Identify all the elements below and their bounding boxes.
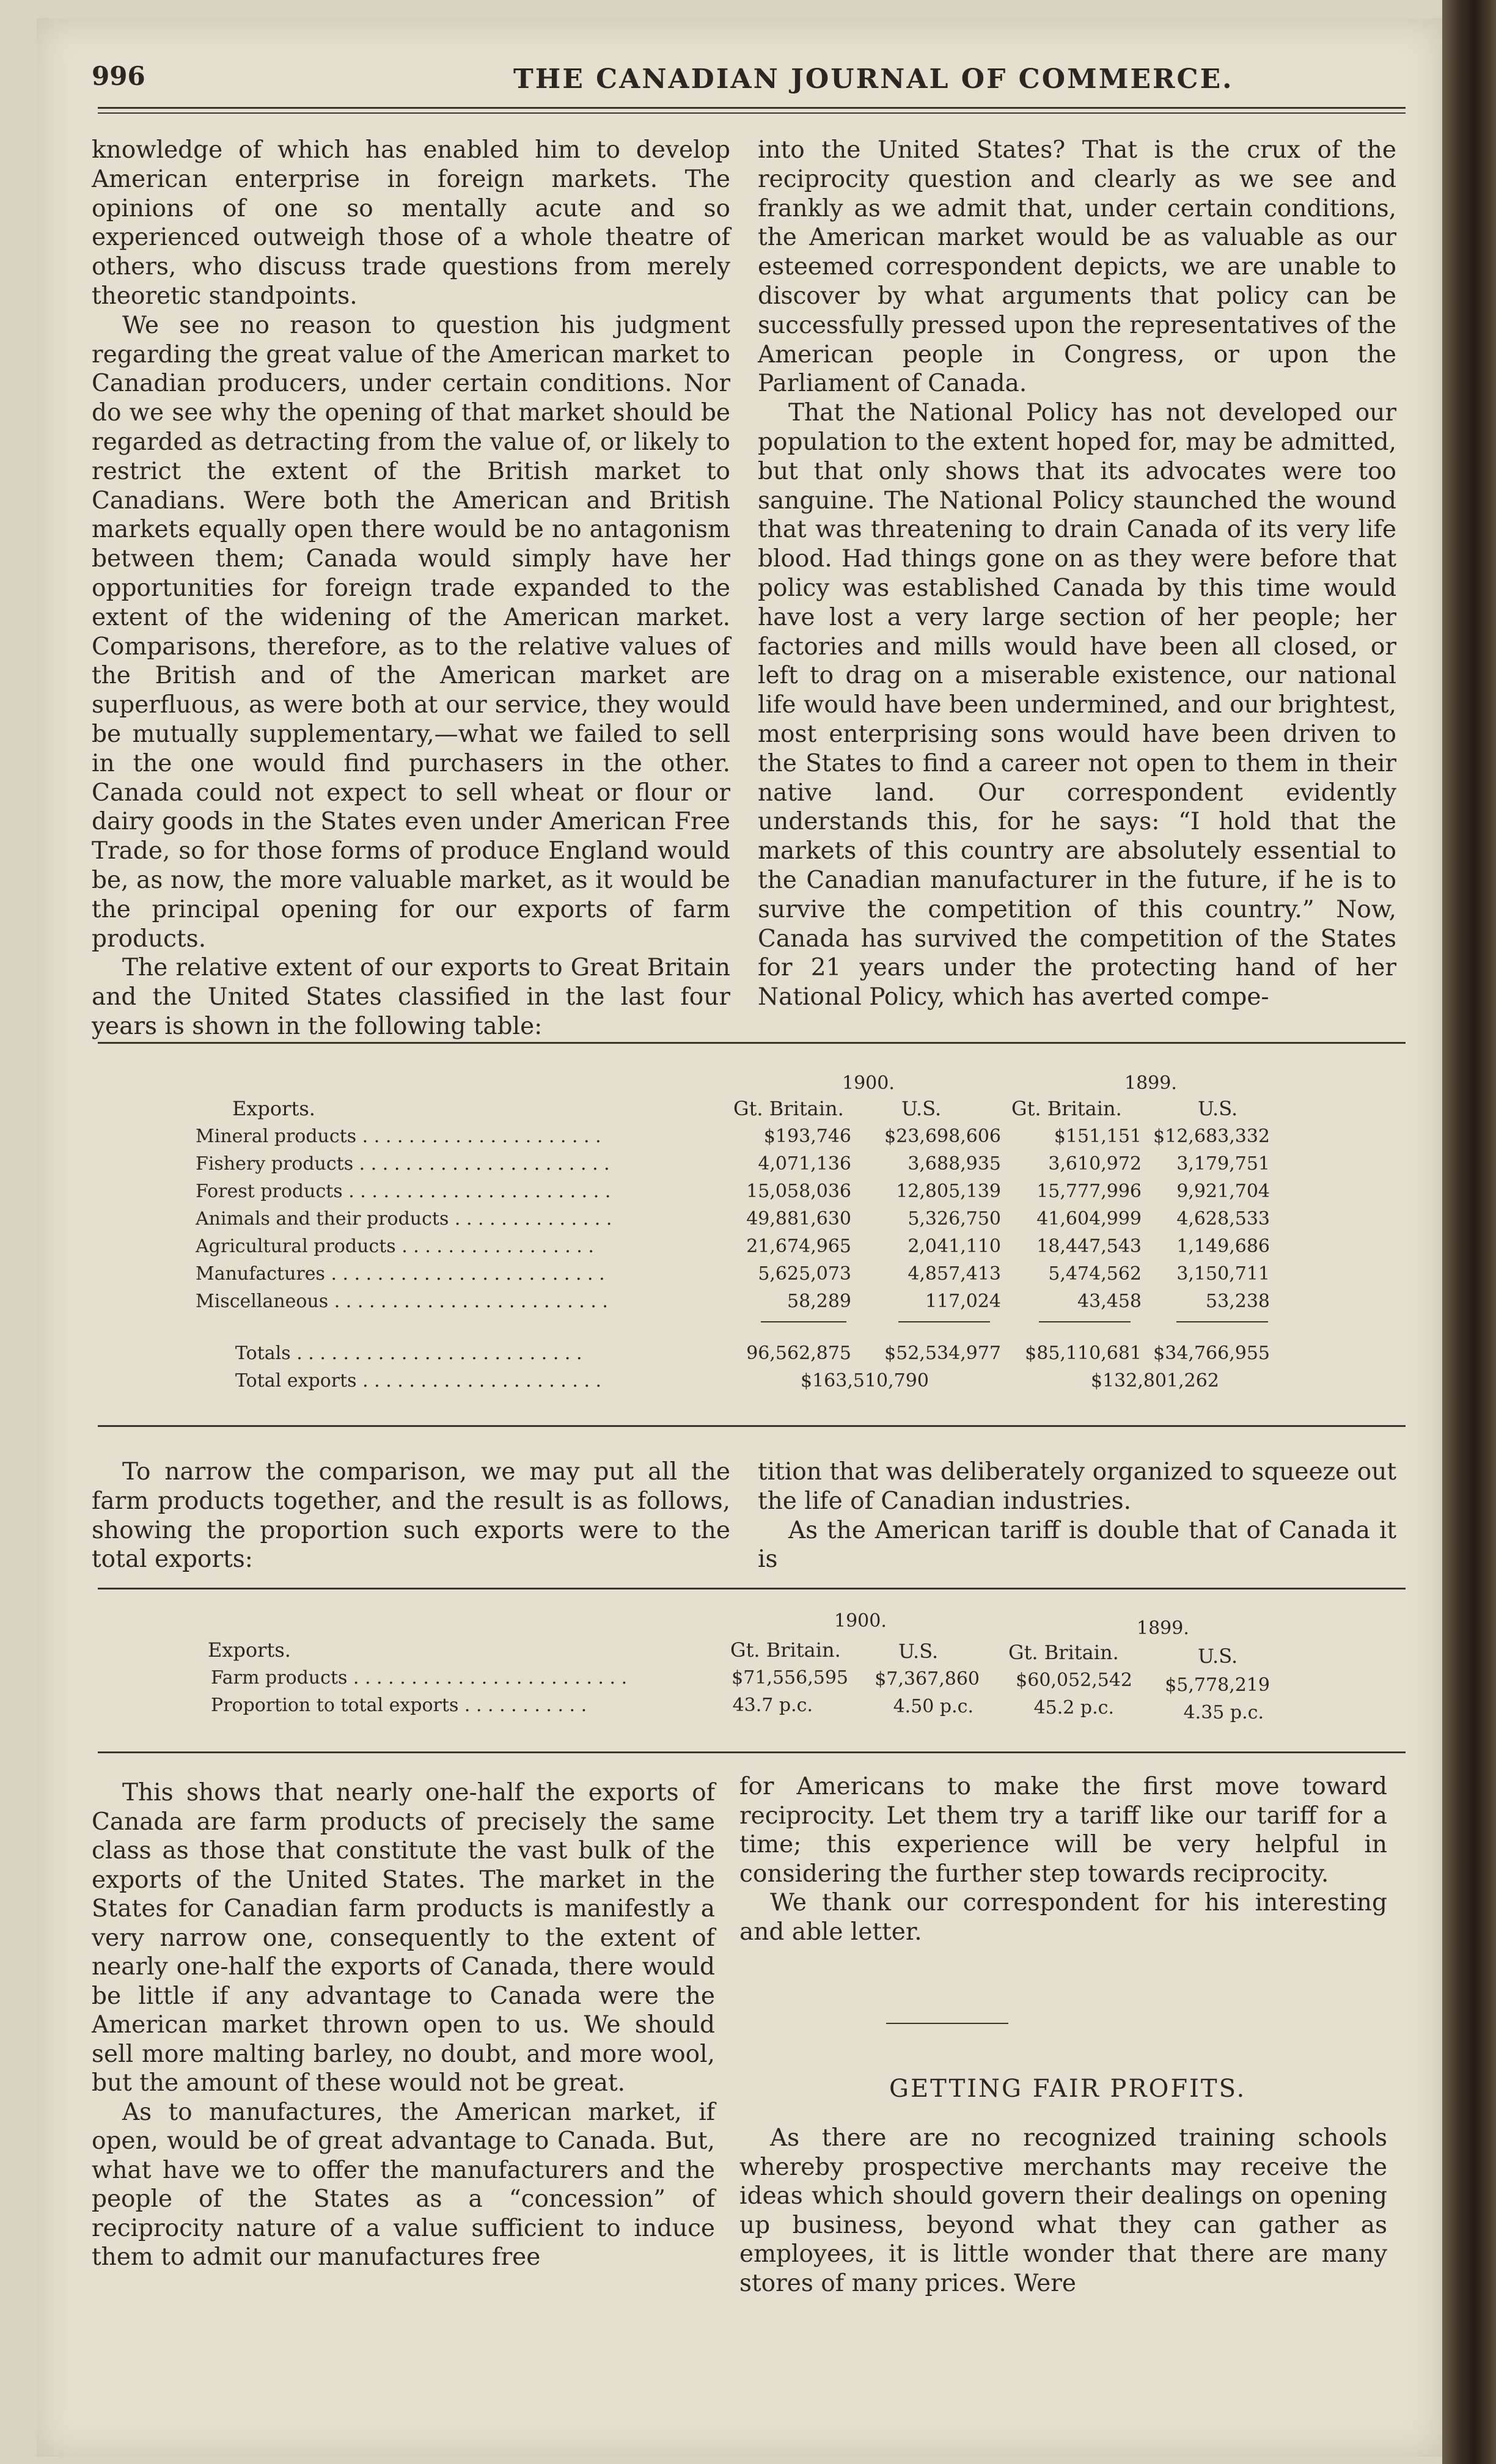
cell-gb1900: $193,746 — [763, 1126, 851, 1147]
total-exports-1899: $132,801,262 — [1091, 1370, 1219, 1392]
cell-gb1899: 18,447,543 — [1036, 1236, 1142, 1257]
totals-label: Totals . . . . . . . . . . . . . . . . . . . . . . . . . — [235, 1343, 582, 1364]
col-us-1899: U.S. — [1198, 1645, 1238, 1668]
section-heading: GETTING FAIR PROFITS. — [889, 2075, 1247, 2103]
section-column — [739, 2124, 1387, 2298]
table-row-label: Miscellaneous . . . . . . . . . . . . . . . . . . . . . . . . — [196, 1291, 608, 1312]
total-us1899: $34,766,955 — [1153, 1343, 1270, 1364]
col-gb-1900: Gt. Britain. — [730, 1638, 841, 1662]
cell-gb1900: 15,058,036 — [746, 1181, 851, 1202]
cell-us1900: 117,024 — [925, 1291, 1001, 1312]
exports-row-header: Exports. — [232, 1097, 315, 1120]
paragraph: tition that was deliberately organized to squeeze out the life of Canadian industries. — [758, 1458, 1396, 1515]
cell-gb1899: 41,604,999 — [1036, 1208, 1142, 1230]
cell-us1900: $7,367,860 — [875, 1668, 980, 1690]
total-gb1899: $85,110,681 — [1025, 1343, 1142, 1364]
cell-us1899: 4,628,533 — [1176, 1208, 1270, 1230]
total-exports-label: Total exports . . . . . . . . . . . . . . . . . . . . . — [235, 1370, 602, 1392]
paragraph: That the National Policy has not developed our population to the extent hoped for, may be admitted, but that only shows that its advocates were too sanguine. The National Policy staunched the wound that was threatening to drain Canada of its very life blood. Had things gone on as they were before that policy was established Canada by this time would have lost a very large section of her people; her factories and mills would have been all closed, or left to drag on a miserable existence, our national life would have been undermined, and our brightest, most enterprising sons would have been driven to the States to find a career not open to them in their native land. Our correspondent evidently understands this, for he says: “I hold that the markets of this country are absolutely essential to the Canadian manufacturer in the future, if he is to survive the competition of this country.” Now, Canada has survived the competition of the States for 21 years under the protecting hand of her National Policy, which has averted compe- — [758, 399, 1396, 1011]
exports-row-header: Exports. — [208, 1638, 291, 1662]
table-row-label: Farm products . . . . . . . . . . . . . . . . . . . . . . . . — [211, 1667, 628, 1689]
paragraph: This shows that nearly one-half the exports of Canada are farm products of precisely the same class as those that constitute the vast bulk of the exports of the United States. The market in the States for Canadian farm products is manifestly a very narrow one, consequently to the extent of nearly one-half the exports of Canada, there would be little if any advantage to Canada were the American market thrown open to us. We should sell more malting barley, no doubt, and more wool, but the amount of these would not be great. — [92, 1779, 715, 2097]
table-row-label: Proportion to total exports . . . . . . . . . . . — [211, 1695, 587, 1716]
cell-us1899: 9,921,704 — [1176, 1181, 1270, 1202]
cell-us1899: 3,179,751 — [1176, 1153, 1270, 1175]
total-exports-1900: $163,510,790 — [801, 1370, 929, 1392]
cell-us1900: 12,805,139 — [896, 1181, 1001, 1202]
table-row-label: Agricultural products . . . . . . . . . . . . . . . . . — [196, 1236, 594, 1257]
paragraph: We thank our correspondent for his interesting and able letter. — [739, 1889, 1387, 1946]
total-us1900: $52,534,977 — [884, 1343, 1001, 1364]
cell-gb1900: 4,071,136 — [758, 1153, 851, 1175]
cell-us1899: 53,238 — [1206, 1291, 1270, 1312]
cell-gb1899: 15,777,996 — [1036, 1181, 1142, 1202]
paragraph: We see no reason to question his judgment regarding the great value of the American market to Canadian producers, under certain conditions. Nor do we see why the opening of that market should be regarded as detracting from the value of, or likely to restrict the extent of the British market to Canadians. Were both the American and British markets equally open there would be no antagonism between them; Canada would simply have her opportunities for foreign trade expanded to the extent of the widening of the American market. Comparisons, therefore, as to the relative values of the British and of the American market are superfluous, as were both at our service, they would be mutually supplementary,—what we failed to sell in the one would find purchasers in the other. Canada could not expect to sell wheat or flour or dairy goods in the States even under American Free Trade, so for those forms of produce England would be, as now, the more valuable market, as it would be the principal opening for our exports of farm products. — [92, 311, 730, 953]
paragraph: As to manufactures, the American market, if open, would be of great advantage to Canada. But, what have we to offer the manufacturers and the people of the States as a “concession” of reciprocity nature of a value sufficient to induce them to admit our manufactures free — [92, 2098, 715, 2271]
table-row-label: Mineral products . . . . . . . . . . . . . . . . . . . . . — [196, 1126, 601, 1147]
cell-us1900: 4.50 p.c. — [893, 1696, 974, 1717]
cell-gb1900: $71,556,595 — [732, 1667, 848, 1689]
cell-gb1899: $151,151 — [1054, 1126, 1142, 1147]
paragraph: into the United States? That is the crux of the reciprocity question and clearly as we see and frankly as we admit that, under certain conditions, the American market would be as valuable as our esteemed correspondent depicts, we are unable to discover by what arguments that policy can be successfully pressed upon the representatives of the American people in Congress, or upon the Parliament of Canada. — [758, 136, 1396, 398]
paragraph: knowledge of which has enabled him to develop American enterprise in foreign markets. The opinions of one so mentally acute and so experienced outweigh those of a whole theatre of others, who discuss trade questions from merely theoretic standpoints. — [92, 136, 730, 310]
cell-us1899: $5,778,219 — [1165, 1674, 1270, 1696]
cell-us1899: 4.35 p.c. — [1183, 1702, 1264, 1723]
cell-gb1899: 43,458 — [1077, 1291, 1142, 1312]
year-1899-header: 1899. — [1124, 1072, 1177, 1094]
paragraph: The relative extent of our exports to Great Britain and the United States classified in the last four years is shown in the following table: — [92, 954, 730, 1040]
cell-gb1899: $60,052,542 — [1016, 1670, 1132, 1691]
paragraph: for Americans to make the first move toward reciprocity. Let them try a tariff like our tariff for a time; this experience will be very helpful in considering the further step towards reciprocity. — [739, 1773, 1387, 1888]
cell-us1900: 2,041,110 — [908, 1236, 1001, 1257]
cell-us1900: 5,326,750 — [908, 1208, 1001, 1230]
cell-gb1900: 43.7 p.c. — [732, 1695, 813, 1716]
cell-gb1899: 5,474,562 — [1048, 1263, 1142, 1285]
cell-us1900: $23,698,606 — [884, 1126, 1001, 1147]
cell-gb1900: 49,881,630 — [746, 1208, 851, 1230]
cell-gb1900: 5,625,073 — [758, 1263, 851, 1285]
table-row-label: Animals and their products . . . . . . . . . . . . . . — [196, 1208, 612, 1230]
section-divider — [886, 2023, 1008, 2024]
cell-gb1899: 45.2 p.c. — [1033, 1697, 1114, 1718]
paragraph: As there are no recognized training schools whereby prospective merchants may receive the ideas which should govern their dealings on opening up business, beyond what they can gather as employees, it is little wonder that there are many stores of many prices. Were — [739, 2124, 1387, 2297]
cell-us1899: $12,683,332 — [1153, 1126, 1270, 1147]
year-1900-header: 1900. — [834, 1610, 887, 1632]
table-row-label: Fishery products . . . . . . . . . . . . . . . . . . . . . . — [196, 1153, 610, 1175]
paragraph: To narrow the comparison, we may put all the farm products together, and the result is as follows, showing the proportion such exports were to the total exports: — [92, 1458, 730, 1574]
cell-gb1900: 58,289 — [787, 1291, 851, 1312]
col-us-1900: U.S. — [901, 1097, 942, 1120]
paragraph: As the American tariff is double that of Canada it is — [758, 1516, 1396, 1574]
table-row-label: Manufactures . . . . . . . . . . . . . . . . . . . . . . . . — [196, 1263, 605, 1285]
page-number: 996 — [92, 61, 145, 91]
cell-us1900: 4,857,413 — [908, 1263, 1001, 1285]
cell-us1899: 1,149,686 — [1176, 1236, 1270, 1257]
year-1900-header: 1900. — [842, 1072, 895, 1094]
cell-us1900: 3,688,935 — [908, 1153, 1001, 1175]
cell-gb1900: 21,674,965 — [746, 1236, 851, 1257]
bottom-left-column — [92, 1778, 715, 2272]
col-gb-1899: Gt. Britain. — [1008, 1641, 1119, 1664]
bottom-right-column — [739, 1772, 1387, 1946]
col-us-1899: U.S. — [1198, 1097, 1238, 1120]
total-gb1900: 96,562,875 — [746, 1343, 851, 1364]
col-gb-1900: Gt. Britain. — [733, 1097, 844, 1120]
col-gb-1899: Gt. Britain. — [1011, 1097, 1122, 1120]
cell-us1899: 3,150,711 — [1176, 1263, 1270, 1285]
year-1899-header: 1899. — [1137, 1618, 1189, 1639]
journal-title: THE CANADIAN JOURNAL OF COMMERCE. — [513, 64, 1234, 95]
table-row-label: Forest products . . . . . . . . . . . . . . . . . . . . . . . — [196, 1181, 611, 1202]
cell-gb1899: 3,610,972 — [1048, 1153, 1142, 1175]
table2-bottom-rule — [98, 1751, 1406, 1753]
col-us-1900: U.S. — [898, 1640, 939, 1663]
